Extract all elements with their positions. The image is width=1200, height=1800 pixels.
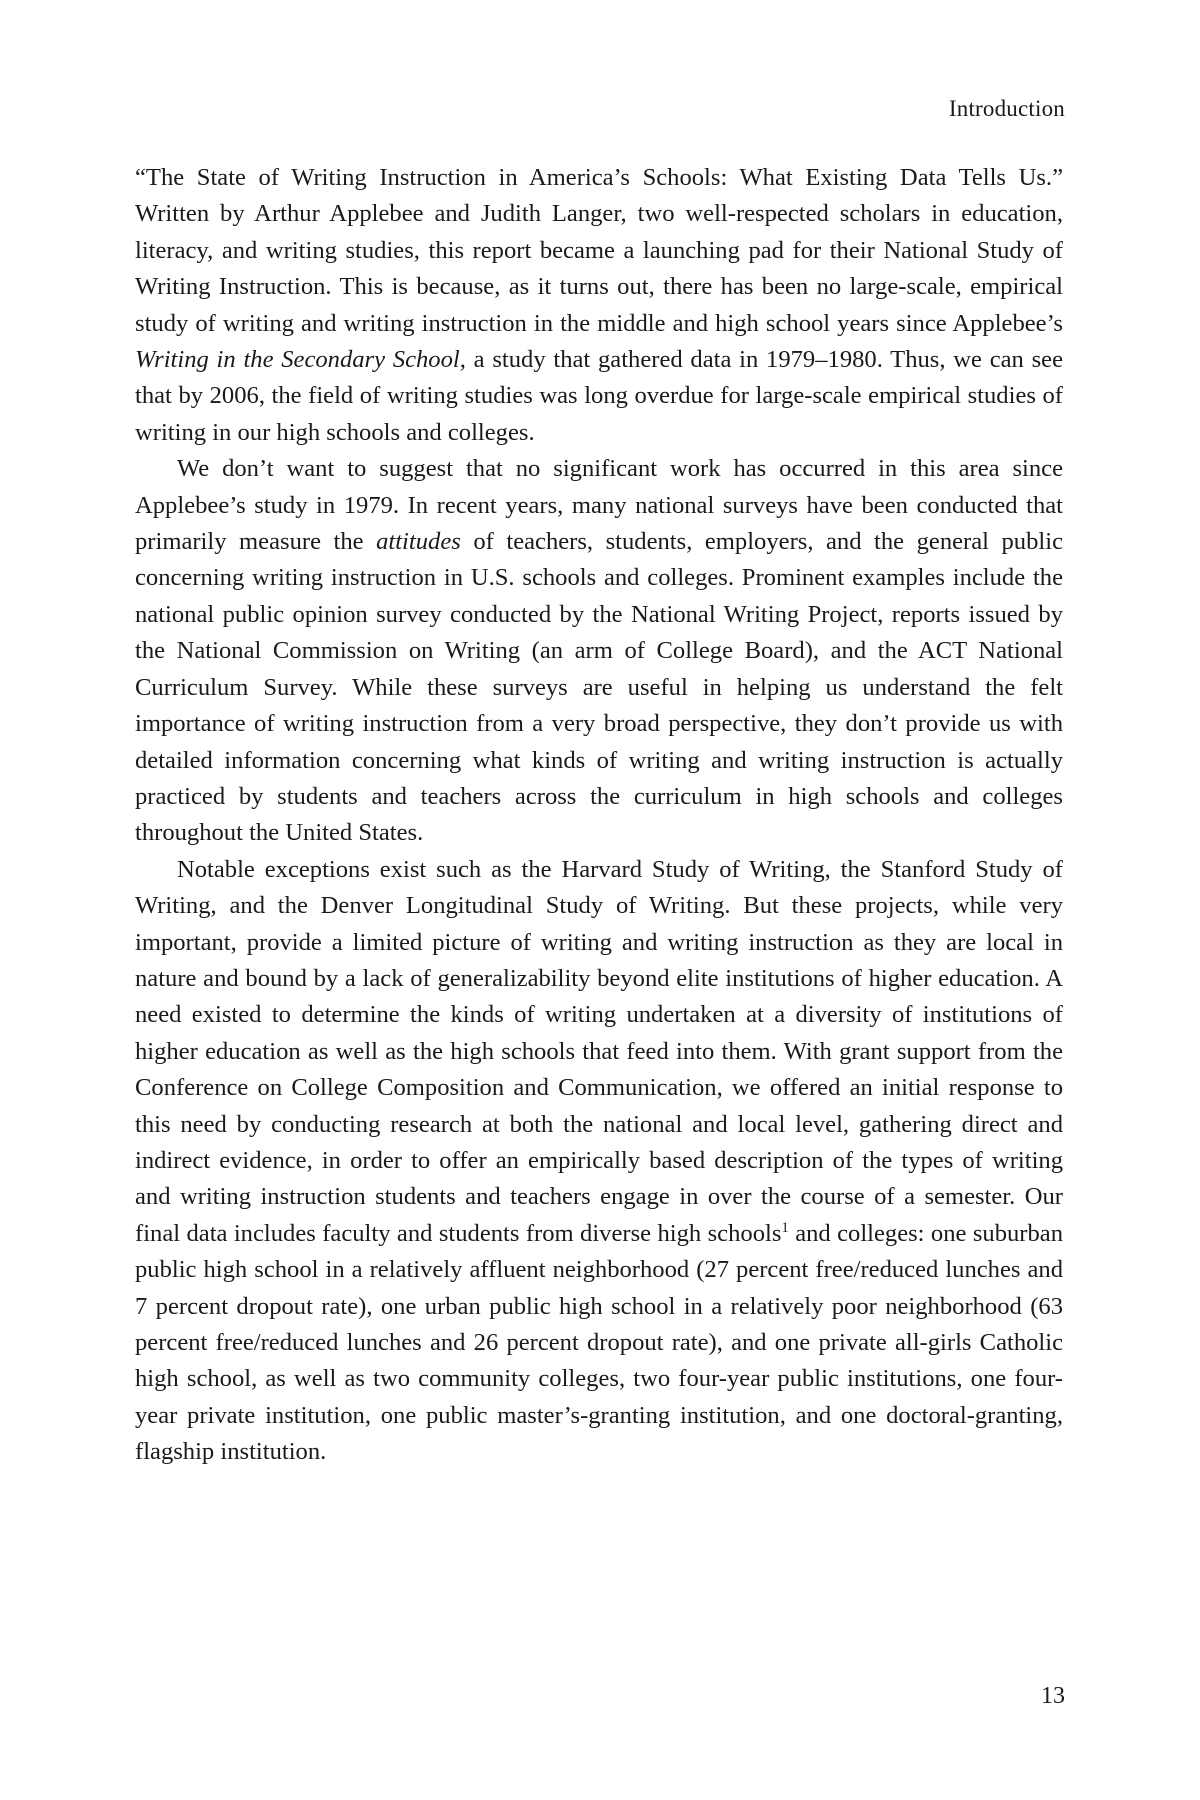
paragraph-3 [135, 852, 1063, 1471]
paragraph-1-text-b: a study that gathered data in 1979–1980. Thus, we can see that by 2006, the field of writing studies was long overdue for large-scale empirical studies of writing in our high schools and colleges. [135, 346, 1063, 446]
paragraph-3-text-b: and colleges: one suburban public high school in a relatively affluent neighborhood (27 percent free/reduced lunches and 7 percent dropout rate), one urban public high school in a relatively poor neighborhood (63 percent free/reduced lunches and 26 percent dropout rate), and one private all-girls Catholic high school, as well as two community colleges, two four-year public institutions, one four-year private institution, one public master’s-granting institution, and one doctoral-granting, flagship institution. [135, 1219, 1064, 1466]
footnote-marker[interactable]: 1 [781, 1219, 789, 1236]
body-text [135, 160, 1063, 1471]
paragraph-1-text-a: “The State of Writing Instruction in America’s Schools: What Existing Data Tells Us.” Written by Arthur Applebee and Judith Langer, two well-respected scholars in education, literacy, and writing studies, this report became a launching pad for their National Study of Writing Instruction. This is because, as it turns out, there has been no large-scale, empirical study of writing and writing instruction in the middle and high school years since Applebee’s [135, 164, 1063, 337]
attitudes-emphasis: attitudes [376, 528, 461, 556]
page-number: 13 [1041, 1683, 1065, 1709]
paragraph-2 [135, 451, 1063, 851]
running-head: Introduction [948, 96, 1065, 121]
paragraph-1 [135, 160, 1063, 451]
paragraph-2-text-a: We don’t want to suggest that no significant work has occurred in this area since Applebee’s study in 1979. In recent years, many national surveys have been conducted that primarily measure the [135, 455, 1063, 556]
paragraph-2-text-b: of teachers, students, employers, and the general public concerning writing instruction in U.S. schools and colleges. Prominent examples include the national public opinion survey conducted by the National Writing Project, reports issued by the National Commission on Writing (an arm of College Board), and the ACT National Curriculum Survey. While these surveys are useful in helping us understand the felt importance of writing instruction from a very broad perspective, they don’t provide us with detailed information concerning what kinds of writing and writing instruction is actually practiced by students and teachers across the curriculum in high schools and colleges throughout the United States. [135, 528, 1063, 847]
book-title-italic: Writing in the Secondary School, [135, 346, 466, 374]
paragraph-3-text-a: Notable exceptions exist such as the Harvard Study of Writing, the Stanford Study of Writing, and the Denver Longitudinal Study of Writing. But these projects, while very important, provide a limited picture of writing and writing instruction as they are local in nature and bound by a lack of generalizability beyond elite institutions of higher education. A need existed to determine the kinds of writing undertaken at a diversity of institutions of higher education as well as the high schools that feed into them. With grant support from the Conference on College Composition and Communication, we offered an initial response to this need by conducting research at both the national and local level, gathering direct and indirect evidence, in order to offer an empirically based description of the types of writing and writing instruction students and teachers engage in over the course of a semester. Our final data includes faculty and students from diverse high schools [135, 855, 1063, 1247]
